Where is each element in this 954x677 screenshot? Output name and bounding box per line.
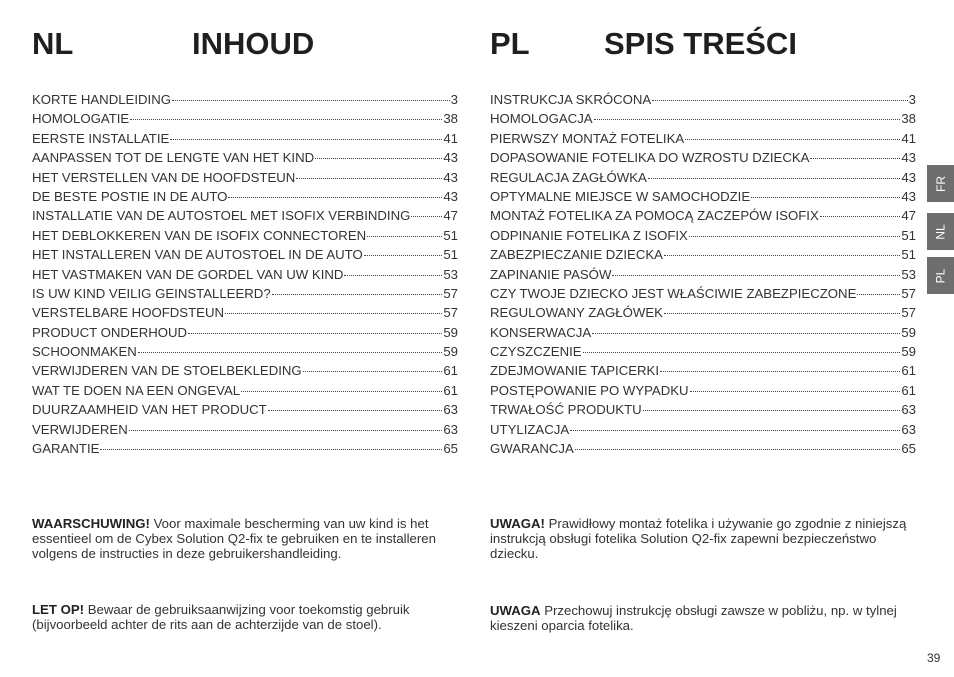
toc-entry[interactable] [490,170,916,189]
toc-dot-leader [592,333,900,334]
toc-dot-leader [364,255,443,256]
toc-entry-page: 43 [443,150,458,166]
toc-dot-leader [594,119,901,120]
toc-entry-page: 43 [901,169,916,185]
toc-entry-page: 63 [443,421,458,437]
toc-entry-title: HET INSTALLEREN VAN DE AUTOSTOEL IN DE AUTO [32,247,363,263]
toc-entry-title: WAT TE DOEN NA EEN ONGEVAL [32,382,241,398]
toc-entry-page: 59 [901,344,916,360]
toc-dot-leader [690,391,901,392]
toc-entry-page: 63 [443,402,458,418]
toc-entry-title: REGULACJA ZAGŁÓWKA [490,169,647,185]
toc-entry-title: INSTALLATIE VAN DE AUTOSTOEL MET ISOFIX VERBINDING [32,208,411,224]
toc-entry-page: 3 [450,92,458,107]
toc-entry-page: 53 [443,266,458,282]
pl-attention-text: Przechowuj instrukcję obsługi zawsze w pobliżu, np. w tylnej kieszeni oparcia fotelika. [490,603,897,633]
toc-dot-leader [648,178,901,179]
pl-warning-note [490,516,920,561]
toc-entry[interactable] [490,305,916,324]
toc-entry-page: 41 [901,130,916,146]
toc-entry[interactable] [490,286,916,305]
toc-dot-leader [751,197,900,198]
toc-entry-page: 61 [901,363,916,379]
nl-warning-text: Voor maximale bescherming van uw kind is het essentieel om de Cybex Solution Q2-fix te gebruiken en te installeren volgens de instructies in deze gebruikershandleiding. [32,516,436,561]
toc-entry[interactable] [490,131,916,150]
toc-entry-title: TRWAŁOŚĆ PRODUKTU [490,402,642,418]
toc-dot-leader [188,333,442,334]
toc-dot-leader [138,352,443,353]
toc-dot-leader [303,371,443,372]
nl-attention-note [32,602,462,632]
toc-entry-title: ODPINANIE FOTELIKA Z ISOFIX [490,227,688,243]
nl-attention-text: Bewaar de gebruiksaanwijzing voor toekomstig gebruik (bijvoorbeeld achter de rits aan de achterzijde van de stoel). [32,602,410,632]
nl-language-code: NL [32,26,74,61]
toc-dot-leader [664,313,900,314]
toc-entry-page: 43 [443,169,458,185]
toc-entry-title: MONTAŻ FOTELIKA ZA POMOCĄ ZACZEPÓW ISOFIX [490,208,819,224]
toc-entry-title: PIERWSZY MONTAŻ FOTELIKA [490,130,685,146]
nl-table-of-contents [32,92,458,460]
toc-entry[interactable] [490,441,916,460]
toc-entry-page: 47 [443,208,458,224]
toc-entry[interactable] [490,208,916,227]
toc-entry-page: 65 [901,441,916,457]
toc-entry-title: HET VASTMAKEN VAN DE GORDEL VAN UW KIND [32,266,344,282]
toc-entry-page: 43 [443,188,458,204]
toc-entry[interactable] [490,344,916,363]
toc-entry[interactable] [490,92,916,111]
toc-dot-leader [272,294,443,295]
toc-entry-title: VERWIJDEREN VAN DE STOELBEKLEDING [32,363,302,379]
toc-entry-title: ZABEZPIECZANIE DZIECKA [490,247,663,263]
toc-entry-page: 65 [443,441,458,457]
toc-dot-leader [268,410,443,411]
toc-entry-page: 61 [901,382,916,398]
pl-warning-label: UWAGA! [490,516,545,531]
page-number: 39 [927,651,941,665]
toc-dot-leader [129,430,443,431]
tab-pl[interactable] [927,257,954,294]
toc-entry[interactable] [32,286,458,305]
toc-entry[interactable] [32,150,458,169]
toc-entry-page: 63 [901,402,916,418]
toc-dot-leader [685,139,900,140]
nl-attention-label: LET OP! [32,602,85,617]
toc-dot-leader [296,178,442,179]
toc-dot-leader [575,449,901,450]
toc-entry[interactable] [32,441,458,460]
toc-entry-title: CZYSZCZENIE [490,344,582,360]
toc-entry-page: 41 [443,130,458,146]
toc-entry[interactable] [490,228,916,247]
tab-pl-label: PL [933,268,948,283]
toc-entry-title: DOPASOWANIE FOTELIKA DO WZROSTU DZIECKA [490,150,810,166]
toc-dot-leader [228,197,442,198]
toc-entry[interactable] [32,189,458,208]
toc-dot-leader [820,216,901,217]
toc-entry[interactable] [490,402,916,421]
toc-dot-leader [664,255,900,256]
toc-entry-title: IS UW KIND VEILIG GEINSTALLEERD? [32,285,271,301]
toc-entry[interactable] [490,363,916,382]
tab-fr-label: FR [933,175,948,192]
toc-entry-title: HET VERSTELLEN VAN DE HOOFDSTEUN [32,169,296,185]
toc-dot-leader [612,275,900,276]
toc-entry-page: 51 [901,227,916,243]
toc-entry[interactable] [32,267,458,286]
toc-dot-leader [689,236,900,237]
toc-entry-page: 38 [901,111,916,127]
toc-dot-leader [130,119,442,120]
toc-entry-title: AANPASSEN TOT DE LENGTE VAN HET KIND [32,150,315,166]
toc-entry-page: 51 [443,227,458,243]
toc-entry-title: VERSTELBARE HOOFDSTEUN [32,305,224,321]
toc-entry[interactable] [32,131,458,150]
toc-entry-page: 59 [443,344,458,360]
toc-dot-leader [583,352,901,353]
toc-entry[interactable] [490,267,916,286]
toc-entry-page: 47 [901,208,916,224]
toc-dot-leader [170,139,442,140]
toc-entry[interactable] [490,325,916,344]
toc-dot-leader [652,100,907,101]
tab-fr[interactable] [927,165,954,202]
toc-dot-leader [172,100,450,101]
toc-entry-title: POSTĘPOWANIE PO WYPADKU [490,382,689,398]
toc-entry[interactable] [32,344,458,363]
toc-dot-leader [643,410,901,411]
toc-entry-page: 3 [908,92,916,107]
toc-entry-title: HET DEBLOKKEREN VAN DE ISOFIX CONNECTOREN [32,227,367,243]
toc-entry-title: VERWIJDEREN [32,421,128,437]
toc-entry-page: 51 [443,247,458,263]
toc-entry-page: 63 [901,421,916,437]
toc-entry[interactable] [490,383,916,402]
toc-entry[interactable] [32,422,458,441]
toc-entry[interactable] [490,247,916,266]
pl-table-of-contents [490,92,916,460]
toc-entry[interactable] [32,208,458,227]
toc-entry-title: DUURZAAMHEID VAN HET PRODUCT [32,402,267,418]
pl-warning-text: Prawidłowy montaż fotelika i używanie go zgodnie z niniejszą instrukcją obsługi fotelika Solution Q2-fix zapewni bezpieczeństwo dziecku. [490,516,907,561]
toc-entry-page: 59 [443,324,458,340]
toc-entry-page: 43 [901,150,916,166]
toc-entry[interactable] [32,402,458,421]
pl-language-code: PL [490,26,530,61]
toc-dot-leader [570,430,900,431]
pl-title: SPIS TREŚCI [604,26,797,61]
tab-nl-label: NL [933,223,948,240]
toc-entry-page: 57 [901,305,916,321]
nl-warning-label: WAARSCHUWING! [32,516,150,531]
toc-entry[interactable] [490,189,916,208]
toc-entry[interactable] [32,170,458,189]
toc-entry-title: UTYLIZACJA [490,421,570,437]
toc-entry-title: KONSERWACJA [490,324,592,340]
toc-dot-leader [367,236,442,237]
toc-entry[interactable] [32,111,458,130]
toc-entry[interactable] [490,111,916,130]
toc-entry[interactable] [32,228,458,247]
toc-entry[interactable] [32,247,458,266]
toc-entry-title: PRODUCT ONDERHOUD [32,324,188,340]
toc-entry-title: OPTYMALNE MIEJSCE W SAMOCHODZIE [490,188,751,204]
toc-entry-page: 38 [443,111,458,127]
toc-entry-page: 61 [443,382,458,398]
pl-attention-note [490,603,920,633]
nl-warning-note [32,516,462,561]
toc-entry-page: 57 [443,305,458,321]
toc-dot-leader [857,294,900,295]
toc-entry[interactable] [32,305,458,324]
toc-entry-page: 57 [901,285,916,301]
toc-entry-title: ZDEJMOWANIE TAPICERKI [490,363,660,379]
toc-entry-title: ZAPINANIE PASÓW [490,266,612,282]
toc-entry-page: 61 [443,363,458,379]
toc-entry-title: KORTE HANDLEIDING [32,92,171,107]
toc-entry-title: HOMOLOGATIE [32,111,130,127]
toc-dot-leader [241,391,442,392]
toc-dot-leader [100,449,442,450]
toc-entry[interactable] [490,150,916,169]
toc-dot-leader [315,158,442,159]
toc-entry-title: SCHOONMAKEN [32,344,137,360]
toc-entry[interactable] [490,422,916,441]
toc-entry-title: GWARANCJA [490,441,574,457]
toc-entry-title: GARANTIE [32,441,100,457]
toc-entry-page: 43 [901,188,916,204]
toc-entry-title: CZY TWOJE DZIECKO JEST WŁAŚCIWIE ZABEZPIECZONE [490,285,857,301]
nl-title: INHOUD [192,26,315,61]
toc-entry-page: 53 [901,266,916,282]
toc-dot-leader [810,158,900,159]
toc-dot-leader [225,313,442,314]
toc-entry-title: HOMOLOGACJA [490,111,593,127]
toc-dot-leader [660,371,900,372]
pl-attention-label: UWAGA [490,603,541,618]
tab-nl[interactable] [927,213,954,250]
toc-dot-leader [344,275,442,276]
toc-entry-page: 51 [901,247,916,263]
toc-entry[interactable] [32,363,458,382]
toc-entry-page: 57 [443,285,458,301]
toc-entry[interactable] [32,325,458,344]
toc-entry[interactable] [32,383,458,402]
toc-entry-title: DE BESTE POSTIE IN DE AUTO [32,188,228,204]
toc-entry-title: EERSTE INSTALLATIE [32,130,170,146]
toc-entry-title: REGULOWANY ZAGŁÓWEK [490,305,663,321]
toc-dot-leader [411,216,442,217]
toc-entry-title: INSTRUKCJA SKRÓCONA [490,92,652,107]
toc-entry[interactable] [32,92,458,111]
toc-entry-page: 59 [901,324,916,340]
